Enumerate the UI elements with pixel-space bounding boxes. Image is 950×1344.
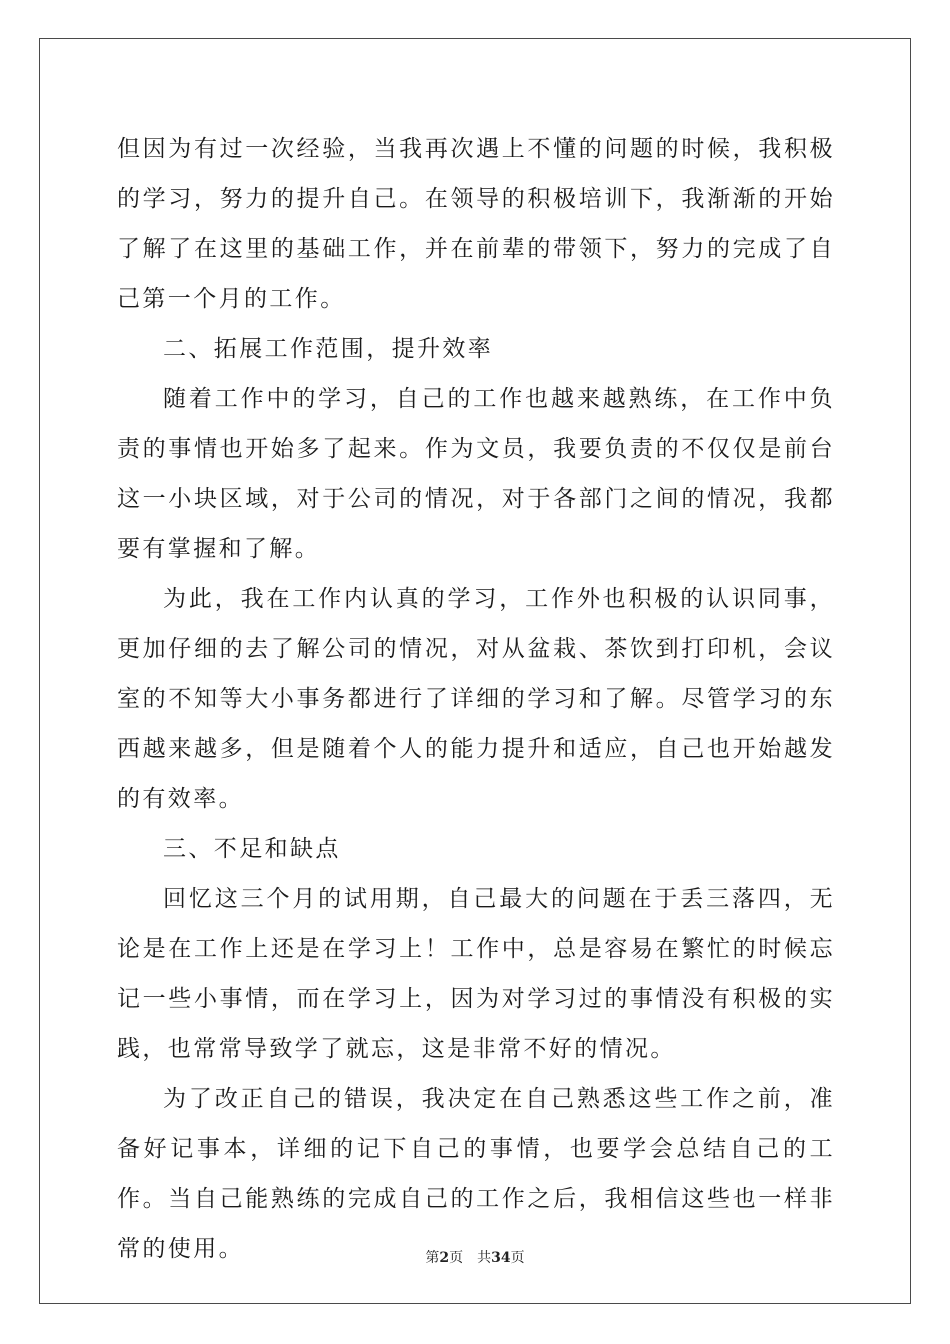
page-number: 2 (439, 1250, 450, 1266)
paragraph: 随着工作中的学习，自己的工作也越来越熟练，在工作中负责的事情也开始多了起来。作为文员，我要负责的不仅仅是前台这一小块区域，对于公司的情况，对于各部门之间的情况，我都要有掌握和了解。 (117, 386, 835, 562)
paragraph: 但因为有过一次经验，当我再次遇上不懂的问题的时候，我积极的学习，努力的提升自己。在领导的积极培训下，我渐渐的开始了解了在这里的基础工作，并在前辈的带领下，努力的完成了自己第一个月的工作。 (117, 136, 835, 312)
section-heading: 二、拓展工作范围，提升效率 (163, 336, 494, 362)
total-prefix: 共 (477, 1250, 492, 1266)
document-body (117, 124, 835, 1274)
total-suffix: 页 (510, 1250, 525, 1266)
paragraph: 为了改正自己的错误，我决定在自己熟悉这些工作之前，准备好记事本，详细的记下自己的事情，也要学会总结自己的工作。当自己能熟练的完成自己的工作之后，我相信这些也一样非常的使用。 (117, 1086, 835, 1262)
paragraph: 为此，我在工作内认真的学习，工作外也积极的认识同事，更加仔细的去了解公司的情况，对从盆栽、茶饮到打印机，会议室的不知等大小事务都进行了详细的学习和了解。尽管学习的东西越来越多，但是随着个人的能力提升和适应，自己也开始越发的有效率。 (117, 586, 835, 812)
page-footer (0, 1247, 950, 1267)
page-suffix: 页 (449, 1250, 464, 1266)
section-heading: 三、不足和缺点 (163, 836, 341, 862)
page-prefix: 第 (425, 1250, 440, 1266)
paragraph: 回忆这三个月的试用期，自己最大的问题在于丢三落四，无论是在工作上还是在学习上！工作中，总是容易在繁忙的时候忘记一些小事情，而在学习上，因为对学习过的事情没有积极的实践，也常常导致学了就忘，这是非常不好的情况。 (117, 886, 835, 1062)
total-pages: 34 (491, 1250, 511, 1266)
